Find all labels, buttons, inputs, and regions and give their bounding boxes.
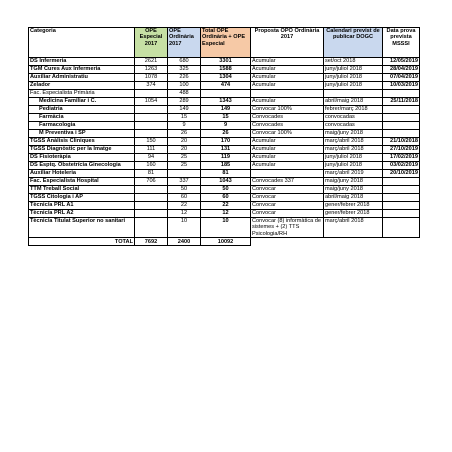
table-row (29, 138, 420, 146)
total-label: TOTAL (29, 238, 135, 246)
cell-ope-ordinaria: 10 (168, 218, 201, 238)
cell-categoria: TGSS Citologia i AP (29, 194, 135, 202)
table-row (29, 122, 420, 130)
cell-total-ope: 15 (201, 114, 251, 122)
cell-calendari: març/abril 2019 (324, 170, 383, 178)
cell-ope-ordinaria (168, 170, 201, 178)
total-ope-total: 10092 (201, 238, 251, 246)
cell-ope-especial (135, 210, 168, 218)
cell-total-ope: 81 (201, 170, 251, 178)
cell-data-prova (383, 178, 420, 186)
cell-total-ope: 50 (201, 186, 251, 194)
cell-ope-ordinaria: 22 (168, 202, 201, 210)
header-ope-especial: OPE Especial 2017 (135, 28, 168, 58)
table-row (29, 106, 420, 114)
cell-total-ope: 131 (201, 146, 251, 154)
cell-data-prova: 17/02/2019 (383, 154, 420, 162)
cell-ope-ordinaria: 9 (168, 122, 201, 130)
cell-ope-ordinaria: 15 (168, 114, 201, 122)
table-row (29, 218, 420, 238)
header-calendari: Calendari previst de publicar DOGC (324, 28, 383, 58)
cell-categoria: DS Infermeria (29, 58, 135, 66)
header-row (29, 28, 420, 58)
cell-data-prova (383, 210, 420, 218)
cell-categoria: Farmacologia (29, 122, 135, 130)
total-ope-especial: 7692 (135, 238, 168, 246)
cell-calendari: febrer/març 2018 (324, 106, 383, 114)
cell-categoria: Auxiliar Hoteleria (29, 170, 135, 178)
cell-total-ope: 1304 (201, 74, 251, 82)
cell-ope-especial (135, 114, 168, 122)
cell-total-ope: 26 (201, 130, 251, 138)
cell-ope-especial: 150 (135, 138, 168, 146)
cell-proposta: Convocar (8) informàtica de sistemes + (2) TTS Psicologia/RH (251, 218, 324, 238)
cell-total-ope: 185 (201, 162, 251, 170)
cell-ope-ordinaria: 289 (168, 98, 201, 106)
cell-proposta: Acumular (251, 66, 324, 74)
cell-ope-ordinaria: 50 (168, 186, 201, 194)
cell-ope-especial (135, 186, 168, 194)
cell-calendari: març/abril 2018 (324, 218, 383, 238)
cell-proposta: Acumular (251, 82, 324, 90)
cell-calendari: juny/juliol 2018 (324, 74, 383, 82)
cell-categoria: Fac. Especialista Hospital (29, 178, 135, 186)
cell-total-ope: 119 (201, 154, 251, 162)
cell-categoria: Pediatria (29, 106, 135, 114)
table-row (29, 66, 420, 74)
cell-proposta: Convocar 100% (251, 130, 324, 138)
cell-data-prova (383, 186, 420, 194)
table-row (29, 114, 420, 122)
cell-total-ope: 1588 (201, 66, 251, 74)
table-row (29, 90, 420, 98)
cell-ope-ordinaria: 226 (168, 74, 201, 82)
cell-ope-ordinaria: 12 (168, 210, 201, 218)
cell-categoria: DS Esptq. Obstetrícia Ginecologia (29, 162, 135, 170)
cell-ope-especial (135, 194, 168, 202)
cell-ope-ordinaria: 25 (168, 162, 201, 170)
cell-calendari (324, 90, 383, 98)
cell-ope-especial: 374 (135, 82, 168, 90)
cell-calendari: convocadas (324, 114, 383, 122)
cell-data-prova: 12/05/2019 (383, 58, 420, 66)
cell-proposta: Acumular (251, 154, 324, 162)
cell-ope-ordinaria: 100 (168, 82, 201, 90)
table-row (29, 162, 420, 170)
ope-table (28, 27, 420, 246)
cell-ope-especial (135, 218, 168, 238)
cell-proposta: Acumular (251, 138, 324, 146)
total-ope-ordinaria: 2400 (168, 238, 201, 246)
header-categoria: Categoria (29, 28, 135, 58)
cell-ope-ordinaria: 20 (168, 138, 201, 146)
cell-categoria: TGSS Diagnòstic per la Imatge (29, 146, 135, 154)
table-row (29, 170, 420, 178)
cell-data-prova: 28/04/2019 (383, 66, 420, 74)
cell-ope-ordinaria: 26 (168, 130, 201, 138)
cell-ope-especial: 111 (135, 146, 168, 154)
table-row (29, 146, 420, 154)
cell-total-ope (201, 90, 251, 98)
cell-ope-especial: 1078 (135, 74, 168, 82)
cell-ope-especial (135, 202, 168, 210)
cell-data-prova: 27/10/2019 (383, 146, 420, 154)
cell-total-ope: 170 (201, 138, 251, 146)
cell-categoria: TGM Cures Aux Infermeria (29, 66, 135, 74)
cell-ope-especial: 706 (135, 178, 168, 186)
header-data-prova: Data prova prevista MSSSI (383, 28, 420, 58)
cell-ope-ordinaria: 680 (168, 58, 201, 66)
cell-total-ope: 474 (201, 82, 251, 90)
cell-total-ope: 22 (201, 202, 251, 210)
table-row (29, 202, 420, 210)
cell-ope-especial: 160 (135, 162, 168, 170)
cell-total-ope: 1043 (201, 178, 251, 186)
cell-calendari: maig/juny 2018 (324, 130, 383, 138)
cell-proposta: Convocades (251, 114, 324, 122)
cell-proposta (251, 90, 324, 98)
cell-categoria: Tècnic/a Titulat Superior no sanitari (29, 218, 135, 238)
cell-data-prova (383, 122, 420, 130)
table-row (29, 186, 420, 194)
cell-proposta: Acumular (251, 58, 324, 66)
cell-proposta: Acumular (251, 146, 324, 154)
cell-data-prova (383, 194, 420, 202)
cell-ope-especial (135, 122, 168, 130)
cell-data-prova (383, 106, 420, 114)
header-proposta: Proposta OPO Ordinària 2017 (251, 28, 324, 58)
cell-proposta: Acumular (251, 162, 324, 170)
cell-categoria: Fac. Especialista Primària (29, 90, 135, 98)
cell-calendari: abril/maig 2018 (324, 98, 383, 106)
cell-ope-ordinaria: 25 (168, 154, 201, 162)
cell-proposta: Convocar (251, 210, 324, 218)
total-empty-3 (383, 238, 420, 246)
cell-ope-especial: 2621 (135, 58, 168, 66)
cell-calendari: set/oct 2018 (324, 58, 383, 66)
cell-proposta: Convocar 100% (251, 106, 324, 114)
cell-calendari: març/abril 2018 (324, 146, 383, 154)
cell-ope-especial: 94 (135, 154, 168, 162)
header-ope-ordinaria: OPE Ordinària 2017 (168, 28, 201, 58)
cell-categoria: Auxiliar Administratiu (29, 74, 135, 82)
cell-data-prova: 20/10/2019 (383, 170, 420, 178)
total-empty-1 (251, 238, 324, 246)
table-row (29, 210, 420, 218)
cell-calendari: maig/juny 2018 (324, 186, 383, 194)
table-row (29, 178, 420, 186)
cell-ope-ordinaria: 325 (168, 66, 201, 74)
cell-ope-ordinaria: 149 (168, 106, 201, 114)
cell-calendari: juny/juliol 2018 (324, 82, 383, 90)
cell-proposta: Acumular (251, 74, 324, 82)
cell-categoria: Tècnic/a PRL A1 (29, 202, 135, 210)
table-row (29, 58, 420, 66)
cell-ope-ordinaria: 20 (168, 146, 201, 154)
cell-calendari: gener/febrer 2018 (324, 202, 383, 210)
cell-ope-especial: 81 (135, 170, 168, 178)
cell-total-ope: 1343 (201, 98, 251, 106)
cell-categoria: DS Fisioteràpia (29, 154, 135, 162)
cell-categoria: TGSS Anàlisis Cliniques (29, 138, 135, 146)
cell-calendari: maig/juny 2018 (324, 178, 383, 186)
cell-calendari: gener/febrer 2018 (324, 210, 383, 218)
cell-total-ope: 10 (201, 218, 251, 238)
cell-proposta: Convocar (251, 194, 324, 202)
cell-proposta: Convocar (251, 186, 324, 194)
cell-calendari: abril/maig 2018 (324, 194, 383, 202)
cell-data-prova (383, 90, 420, 98)
cell-proposta (251, 170, 324, 178)
cell-data-prova (383, 130, 420, 138)
cell-calendari: juny/juliol 2018 (324, 66, 383, 74)
table-row (29, 98, 420, 106)
table-row (29, 154, 420, 162)
cell-categoria: Zelador (29, 82, 135, 90)
table-row (29, 82, 420, 90)
cell-ope-especial (135, 106, 168, 114)
cell-calendari: convocadas (324, 122, 383, 130)
cell-categoria: TTM Treball Social (29, 186, 135, 194)
cell-data-prova: 25/11/2018 (383, 98, 420, 106)
cell-calendari: juny/juliol 2018 (324, 162, 383, 170)
cell-total-ope: 12 (201, 210, 251, 218)
cell-total-ope: 60 (201, 194, 251, 202)
total-empty-2 (324, 238, 383, 246)
cell-data-prova (383, 202, 420, 210)
cell-data-prova (383, 114, 420, 122)
cell-data-prova (383, 218, 420, 238)
cell-categoria: M Preventiva i SP (29, 130, 135, 138)
cell-ope-especial (135, 90, 168, 98)
header-total-ope: Total OPE Ordinària + OPE Especial (201, 28, 251, 58)
cell-ope-ordinaria: 60 (168, 194, 201, 202)
cell-ope-especial: 1263 (135, 66, 168, 74)
cell-categoria: Farmàcia (29, 114, 135, 122)
cell-calendari: juny/juliol 2018 (324, 154, 383, 162)
cell-data-prova: 03/02/2019 (383, 162, 420, 170)
cell-ope-especial (135, 130, 168, 138)
cell-ope-especial: 1054 (135, 98, 168, 106)
cell-proposta: Convocades 337 (251, 178, 324, 186)
cell-categoria: Tècnic/a PRL A2 (29, 210, 135, 218)
table-row (29, 130, 420, 138)
cell-total-ope: 149 (201, 106, 251, 114)
cell-total-ope: 3301 (201, 58, 251, 66)
cell-calendari: març/abril 2018 (324, 138, 383, 146)
cell-proposta: Convocar (251, 202, 324, 210)
cell-proposta: Acumular (251, 98, 324, 106)
total-row (29, 238, 420, 246)
cell-total-ope: 9 (201, 122, 251, 130)
cell-data-prova: 21/10/2018 (383, 138, 420, 146)
cell-categoria: Medicina Familiar i C. (29, 98, 135, 106)
cell-ope-ordinaria: 337 (168, 178, 201, 186)
cell-ope-ordinaria: 488 (168, 90, 201, 98)
cell-data-prova: 10/03/2019 (383, 82, 420, 90)
cell-proposta: Convocades (251, 122, 324, 130)
cell-data-prova: 07/04/2019 (383, 74, 420, 82)
table-row (29, 74, 420, 82)
table-row (29, 194, 420, 202)
